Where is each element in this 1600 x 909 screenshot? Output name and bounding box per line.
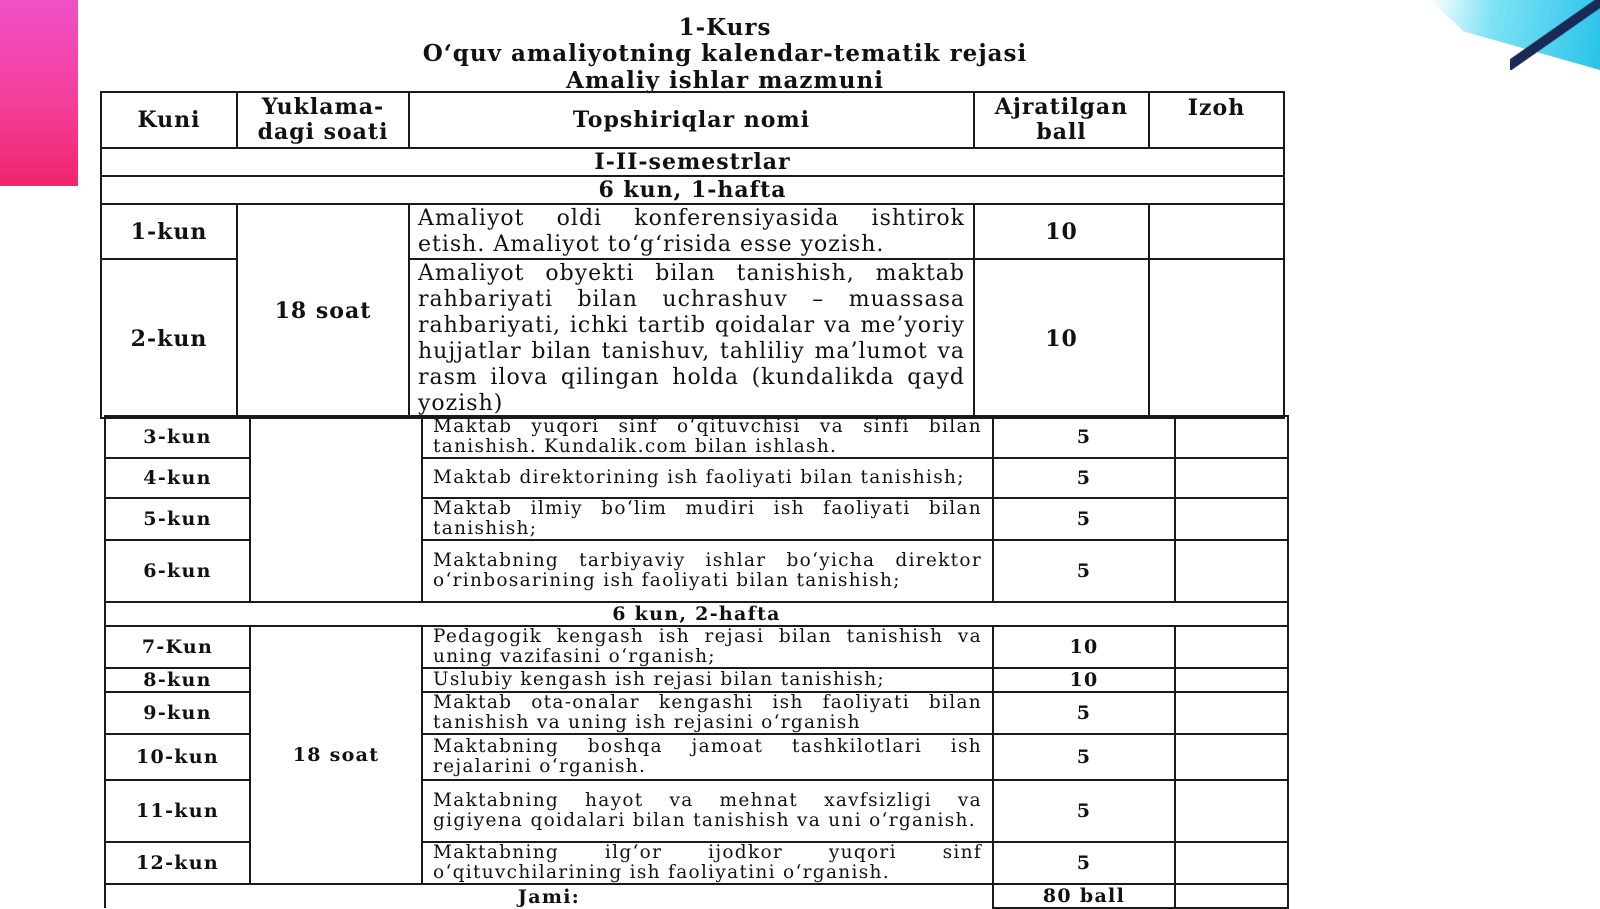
note-cell: [1175, 540, 1288, 602]
task-cell: Maktab yuqori sinf o‘qituvchisi va sinfi bilan tanishish. Kundalik.com bilan ishlash.: [422, 416, 993, 458]
note-cell: [1175, 458, 1288, 498]
task-cell: Maktab ota-onalar kengashi ish faoliyati bilan tanishish va uning ish rejasini o‘rganish: [422, 692, 993, 734]
points-cell: 5: [993, 780, 1175, 842]
day-cell: 2-kun: [101, 259, 237, 418]
note-cell: [1149, 204, 1284, 259]
week-1-row: [101, 176, 1284, 204]
day-cell: 6-kun: [105, 540, 250, 602]
task-cell: Maktabning boshqa jamoat tashkilotlari ish rejalarini o‘rganish.: [422, 734, 993, 780]
header-task: Topshiriqlar nomi: [409, 92, 974, 148]
task-cell: Uslubiy kengash ish rejasi bilan tanishish;: [422, 668, 993, 692]
points-cell: 5: [993, 540, 1175, 602]
note-cell: [1175, 780, 1288, 842]
slide-decoration-stroke: [1510, 0, 1600, 70]
table-header-row: [101, 92, 1284, 148]
task-cell: Amaliyot obyekti bilan tanishish, maktab rahbariyati bilan uchrashuv – muassasa rahbariyati, ichki tartib qoidalar va me’yoriy hujjatlar bilan tanishuv, tahliliy ma’lumot va rasm ilova qilingan holda (kundalikda qayd yozish): [409, 259, 974, 418]
task-cell: Maktabning tarbiyaviy ishlar bo‘yicha direktor o‘rinbosarining ish faoliyati bilan tanishish;: [422, 540, 993, 602]
points-cell: 10: [974, 204, 1149, 259]
page-title: 1-Kurs: [678, 14, 772, 41]
semester-label: I-II-semestrlar: [101, 148, 1284, 176]
header-points-line2: ball: [1036, 119, 1087, 145]
day-cell: 10-kun: [105, 734, 250, 780]
table-row: [101, 204, 1284, 259]
header-day: Kuni: [101, 92, 237, 148]
points-cell: 5: [993, 842, 1175, 884]
task-cell: Pedagogik kengash ish rejasi bilan tanishish va uning vazifasini o‘rganish;: [422, 626, 993, 668]
week-1-title: 6 kun, 1-hafta: [101, 176, 1284, 204]
task-cell: Maktabning hayot va mehnat xavfsizligi va gigiyena qoidalari bilan tanishish va uni o‘rganish.: [422, 780, 993, 842]
semester-row: [101, 148, 1284, 176]
day-cell: 12-kun: [105, 842, 250, 884]
total-value: 80 ball: [993, 884, 1175, 908]
points-cell: 10: [974, 259, 1149, 418]
total-row: [105, 884, 1288, 908]
plan-table-part-1: [100, 91, 1285, 419]
header-hours: [237, 92, 409, 148]
header-points-line1: Ajratilgan: [994, 94, 1129, 120]
day-cell: 3-kun: [105, 416, 250, 458]
week-2-title: 6 kun, 2-hafta: [105, 602, 1288, 626]
day-cell: 9-kun: [105, 692, 250, 734]
header-hours-line2: dagi soati: [257, 119, 389, 145]
hours-cell-empty: [250, 416, 422, 602]
points-cell: 5: [993, 692, 1175, 734]
points-cell: 5: [993, 734, 1175, 780]
slide-decoration-pink: [0, 0, 78, 186]
note-cell: [1175, 692, 1288, 734]
day-cell: 8-kun: [105, 668, 250, 692]
hours-cell: 18 soat: [250, 626, 422, 884]
week-2-row: [105, 602, 1288, 626]
note-cell: [1175, 498, 1288, 540]
total-note-cell: [1175, 884, 1288, 908]
task-cell: Amaliyot oldi konferensiyasida ishtirok etish. Amaliyot to‘g‘risida esse yozish.: [409, 204, 974, 259]
page-subtitle-2: Amaliy ishlar mazmuni: [566, 67, 884, 94]
note-cell: [1175, 842, 1288, 884]
day-cell: 11-kun: [105, 780, 250, 842]
note-cell: [1175, 734, 1288, 780]
header-note: Izoh: [1149, 92, 1284, 148]
header-points: [974, 92, 1149, 148]
task-cell: Maktab direktorining ish faoliyati bilan tanishish;: [422, 458, 993, 498]
page-subtitle: O‘quv amaliyotning kalendar-tematik rejasi: [422, 40, 1028, 67]
day-cell: 5-kun: [105, 498, 250, 540]
day-cell: 4-kun: [105, 458, 250, 498]
points-cell: 10: [993, 626, 1175, 668]
note-cell: [1175, 626, 1288, 668]
plan-table-part-2: [104, 415, 1289, 909]
note-cell: [1149, 259, 1284, 418]
total-label: Jami:: [105, 884, 993, 908]
points-cell: 5: [993, 416, 1175, 458]
points-cell: 5: [993, 498, 1175, 540]
task-cell: Maktab ilmiy bo‘lim mudiri ish faoliyati bilan tanishish;: [422, 498, 993, 540]
day-cell: 1-kun: [101, 204, 237, 259]
table-row: [105, 626, 1288, 668]
day-cell: 7-Kun: [105, 626, 250, 668]
hours-cell: 18 soat: [237, 204, 409, 418]
points-cell: 5: [993, 458, 1175, 498]
note-cell: [1175, 416, 1288, 458]
note-cell: [1175, 668, 1288, 692]
header-hours-line1: Yuklama-: [261, 94, 385, 120]
points-cell: 10: [993, 668, 1175, 692]
task-cell: Maktabning ilg‘or ijodkor yuqori sinf o‘qituvchilarining ish faoliyatini o‘rganish.: [422, 842, 993, 884]
table-row: [105, 416, 1288, 458]
